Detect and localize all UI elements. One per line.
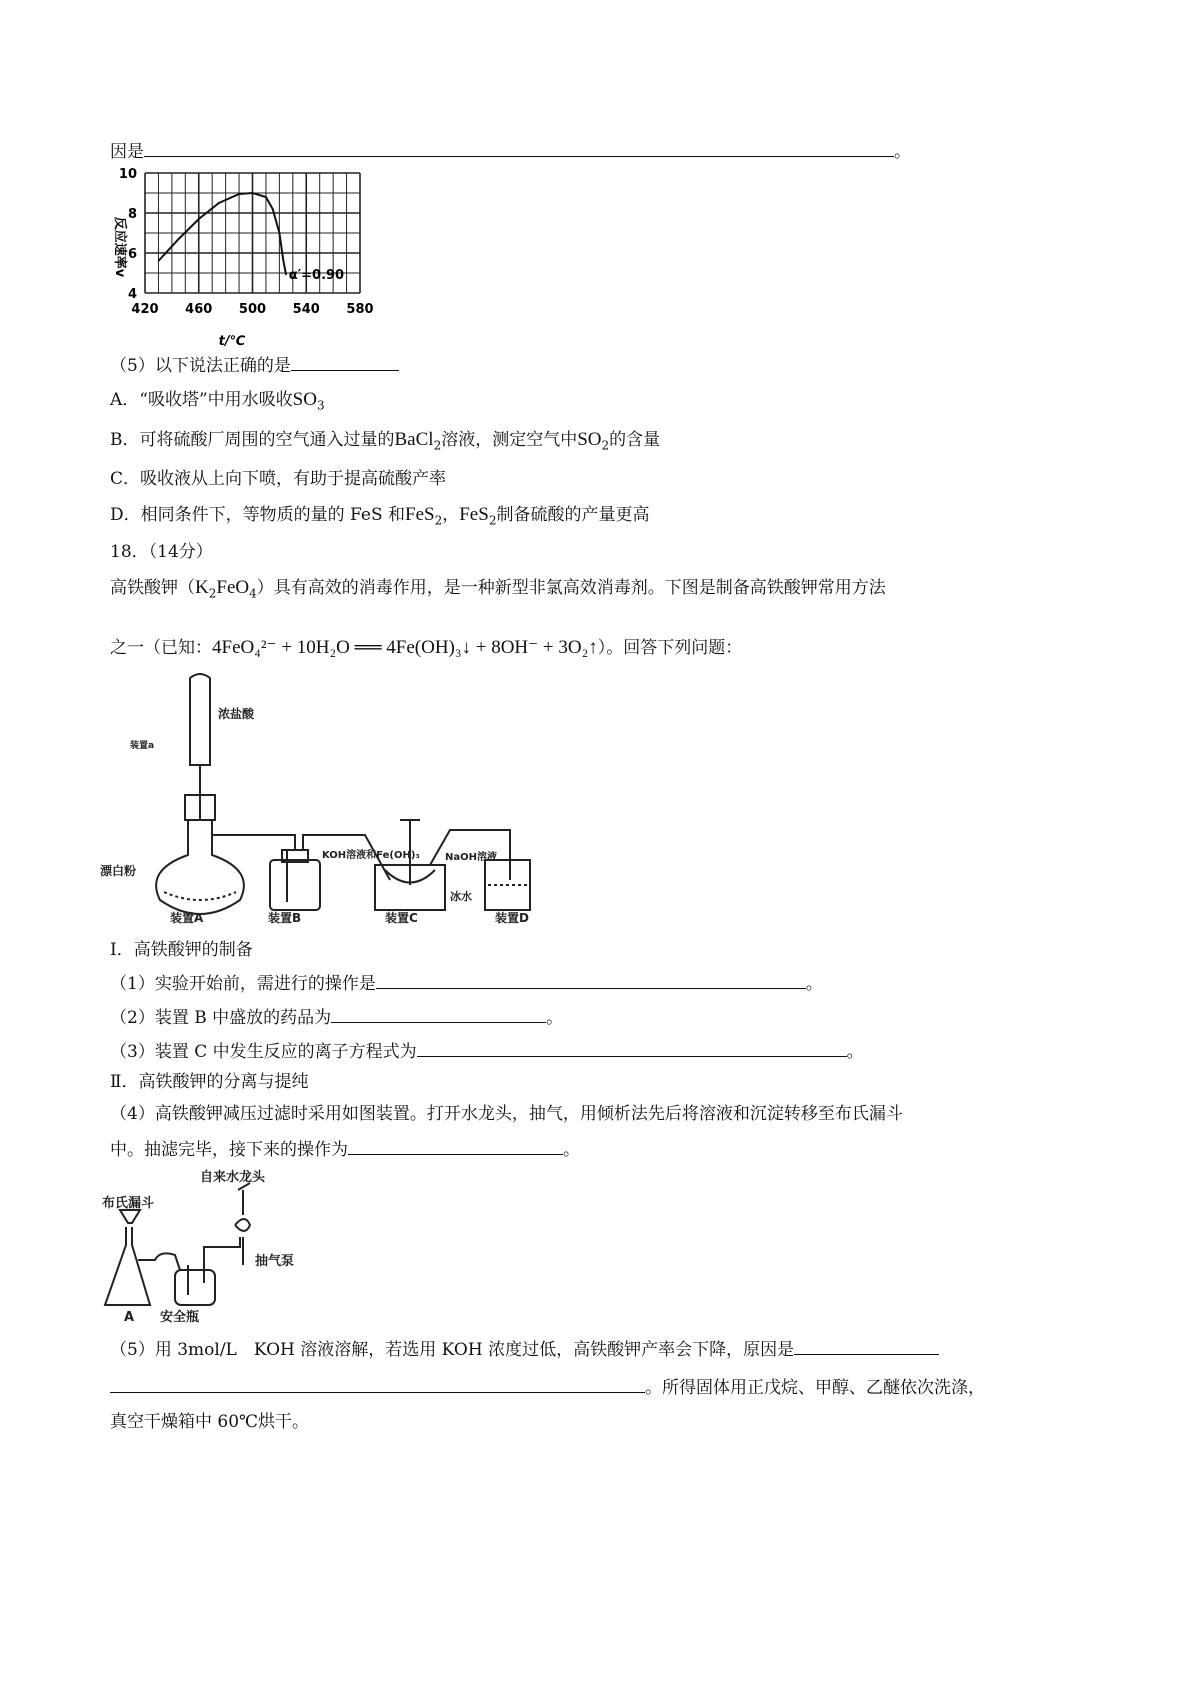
label-ice-water: 冰水 <box>450 890 472 903</box>
q18-header: 18．（14分） <box>110 542 213 562</box>
option-b: B．可将硫酸厂周围的空气通入过量的BaCl$_2$溶液，测定空气中$SO_2$的含量 <box>110 429 661 453</box>
label-flask-a: A <box>124 1310 135 1325</box>
filtration-figure <box>100 1165 315 1329</box>
option-c: C．吸收液从上向下喷，有助于提高硫酸产率 <box>110 469 447 489</box>
rate-curve <box>158 193 286 275</box>
x-tick-label: 580 <box>346 302 374 317</box>
label-koh: KOH溶液和Fe(OH)₃ <box>322 850 420 861</box>
option-d: D．相同条件下，等物质的量的 FeS 和FeS$_2$，FeS$_2$制备硫酸的产量更高 <box>110 504 650 528</box>
safety-bottle <box>175 1270 215 1305</box>
q18-5-line2: 。所得固体用正戊烷、甲醇、乙醚依次洗涤， <box>110 1374 985 1400</box>
q18-2: （2）装置 B 中盛放的药品为 。 <box>110 1004 563 1030</box>
suction-flask <box>105 1227 150 1305</box>
chart-xlabel: t/℃ <box>218 334 246 349</box>
label-device-C: 装置C <box>385 911 418 925</box>
q17-5-stem: （5）以下说法正确的是 <box>110 352 399 378</box>
answer-blank-q18-3[interactable] <box>417 1038 847 1057</box>
chart-annotation: α′=0.90 <box>288 268 345 283</box>
q18-intro: 高铁酸钾$(K_2FeO_4)$具有高效的消毒作用，是一种新型非氯高效消毒剂。下图是制备高铁酸钾常用方法 <box>110 577 886 601</box>
aspirator-pump <box>235 1219 250 1231</box>
answer-blank-q18-5a[interactable] <box>794 1336 939 1355</box>
buchner-funnel <box>120 1210 140 1223</box>
q18-4-line1: （4）高铁酸钾减压过滤时采用如图装置。打开水龙头，抽气，用倾析法先后将溶液和沉淀转移至布氏漏斗 <box>110 1104 903 1124</box>
y-tick-label: 6 <box>127 247 137 262</box>
x-tick-label: 540 <box>292 302 320 317</box>
answer-blank-q18-5b[interactable] <box>110 1374 645 1393</box>
q18-1: （1）实验开始前，需进行的操作是 。 <box>110 970 823 996</box>
label-device-D: 装置D <box>495 911 529 925</box>
known-equation: 4FeO₄²⁻ + 10H₂O ══ 4Fe(OH)₃↓ + 8OH⁻ + 3O₂↑ <box>212 637 598 658</box>
apparatus-figure <box>100 670 560 929</box>
rate-temperature-chart <box>100 165 400 354</box>
x-tick-label: 500 <box>238 302 267 317</box>
label-funnel: 布氏漏斗 <box>102 1196 155 1211</box>
answer-blank-q18-4[interactable] <box>348 1136 563 1155</box>
q18-5-line1: （5）用 3mol/L KOH 溶液溶解，若选用 KOH 浓度过低，高铁酸钾产率会下降，原因是 <box>110 1336 939 1362</box>
dropping-funnel <box>190 674 210 765</box>
label-conc-hcl: 浓盐酸 <box>218 707 255 721</box>
y-tick-label: 10 <box>118 167 137 182</box>
label-pump: 抽气泵 <box>255 1254 295 1269</box>
y-tick-label: 8 <box>127 207 137 222</box>
wash-bottle-b <box>270 860 320 910</box>
label-tap: 自来水龙头 <box>200 1170 266 1185</box>
label-naoh: NaOH溶液 <box>445 852 497 863</box>
label-safety-bottle: 安全瓶 <box>160 1310 200 1325</box>
label-device-B: 装置B <box>268 911 302 925</box>
x-tick-label: 420 <box>131 302 159 317</box>
answer-blank-q18-2[interactable] <box>331 1004 546 1023</box>
y-tick-label: 4 <box>127 287 137 302</box>
reason-line: 因是 。 <box>110 138 911 164</box>
answer-blank-q18-1[interactable] <box>376 970 806 989</box>
part2-heading: Ⅱ．高铁酸钾的分离与提纯 <box>110 1072 309 1092</box>
part1-heading: Ⅰ．高铁酸钾的制备 <box>110 940 253 960</box>
answer-blank-reason[interactable] <box>144 138 894 157</box>
label-device-a-small: 装置a <box>130 741 155 751</box>
option-a: A．“吸收塔”中用水吸收$SO_3$ <box>110 389 325 413</box>
label-device-A: 装置A <box>170 911 204 925</box>
q18-3: （3）装置 C 中发生反应的离子方程式为 。 <box>110 1038 864 1064</box>
answer-blank-q17-5[interactable] <box>291 352 399 371</box>
label-bleach: 漂白粉 <box>100 864 137 878</box>
q18-4-line2: 中。抽滤完毕，接下来的操作为 。 <box>110 1136 580 1162</box>
q18-5-line3: 真空干燥箱中 60℃烘干。 <box>110 1412 310 1432</box>
chart-ylabel: 反应速率v <box>112 216 127 278</box>
q18-known: 之一（已知：4FeO₄²⁻ + 10H₂O ══ 4Fe(OH)₃↓ + 8OH⁻ + 3O₂↑）。回答下列问题： <box>110 637 743 658</box>
x-tick-label: 460 <box>185 302 213 317</box>
